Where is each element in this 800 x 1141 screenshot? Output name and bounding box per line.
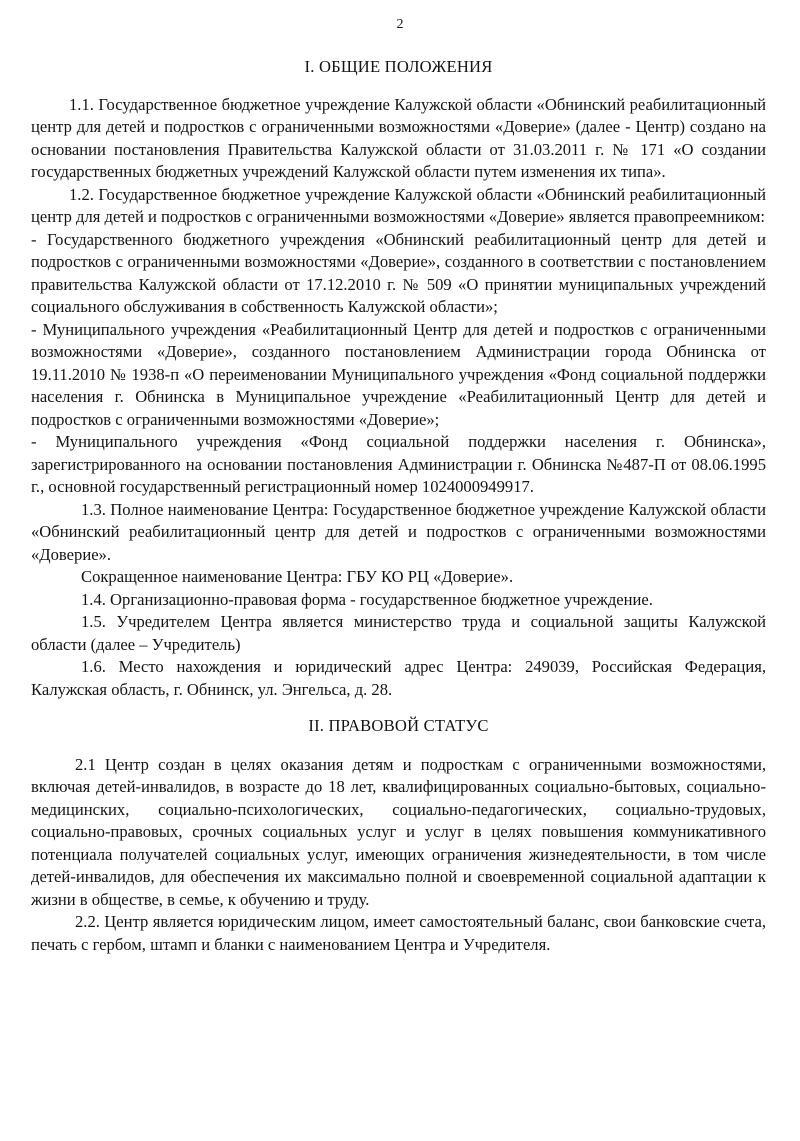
paragraph-2-1: 2.1 Центр создан в целях оказания детям и подросткам с ограниченными возможностями, включая детей-инвалидов, в возрасте до 18 лет, квалифицированных социально-бытовых, социально-медицинских, социально-психологических, социально-педагогических, социально-трудовых, социально-правовых, срочных социальных услуг и услуг в целях повышения коммуникативного потенциала получателей социальных услуг, имеющих ограничения жизнедеятельности, в том числе детей-инвалидов, для обеспечения их максимально полной и своевременной социальной адаптации к жизни в обществе, в семье, к обучению и труду. [31, 754, 766, 909]
paragraph-successor-2: - Муниципального учреждения «Реабилитационный Центр для детей и подростков с ограниченными возможностями «Доверие», созданного постановлением Администрации города Обнинска от 19.11.2010 № 1938-п «О переименовании Муниципального учреждения «Фонд социальной поддержки населения г. Обнинска в Муниципальное учреждение «Реабилитационный Центр для детей и подростков с ограниченными возможностями «Доверие»; [31, 319, 766, 429]
paragraph-1-3: 1.3. Полное наименование Центра: Государственное бюджетное учреждение Калужской области «Обнинский реабилитационный центр для детей и подростков с ограниченными возможностями «Доверие». [31, 499, 766, 564]
paragraph-1-5: 1.5. Учредителем Центра является министерство труда и социальной защиты Калужской области (далее – Учредитель) [31, 612, 766, 654]
paragraph-1-1: 1.1. Государственное бюджетное учреждение Калужской области «Обнинский реабилитационный центр для детей и подростков с ограниченными возможностями «Доверие» (далее - Центр) создано на основании постановления Правительства Калужской области от 31.03.2011 г. № 171 «О создании государственных бюджетных учреждений Калужской области путем изменения их типа». [31, 94, 766, 181]
paragraph-successor-1: - Государственного бюджетного учреждения «Обнинский реабилитационный центр для детей и подростков с ограниченными возможностями «Доверие», созданного в соответствии с постановлением правительства Калужской области от 17.12.2010 г. № 509 «О принятии муниципальных учреждений социального обслуживания в собственность Калужской области»; [31, 229, 766, 316]
paragraph-successor-3: - Муниципального учреждения «Фонд социальной поддержки населения г. Обнинска», зарегистрированного на основании постановления Администрации г. Обнинска №487-П от 08.06.1995 г., основной государственный регистрационный номер 1024000949917. [31, 432, 766, 496]
page-number: 2 [396, 17, 404, 32]
paragraph-1-2: 1.2. Государственное бюджетное учреждение Калужской области «Обнинский реабилитационный центр для детей и подростков с ограниченными возможностями «Доверие» является правопреемником: [31, 184, 766, 226]
section-heading-general: I. ОБЩИЕ ПОЛОЖЕНИЯ [304, 57, 493, 76]
paragraph-1-6: 1.6. Место нахождения и юридический адрес Центра: 249039, Российская Федерация, Калужская область, г. Обнинск, ул. Энгельса, д. 28. [31, 657, 766, 699]
section-heading-legal-status: II. ПРАВОВОЙ СТАТУС [308, 716, 489, 735]
paragraph-short-name: Сокращенное наименование Центра: ГБУ КО РЦ «Доверие». [81, 567, 514, 586]
paragraph-2-2: 2.2. Центр является юридическим лицом, имеет самостоятельный баланс, свои банковские счета, печать с гербом, штамп и бланки с наименованием Центра и Учредителя. [31, 912, 766, 954]
paragraph-1-4: 1.4. Организационно-правовая форма - государственное бюджетное учреждение. [81, 589, 653, 609]
document-body [31, 56, 766, 956]
